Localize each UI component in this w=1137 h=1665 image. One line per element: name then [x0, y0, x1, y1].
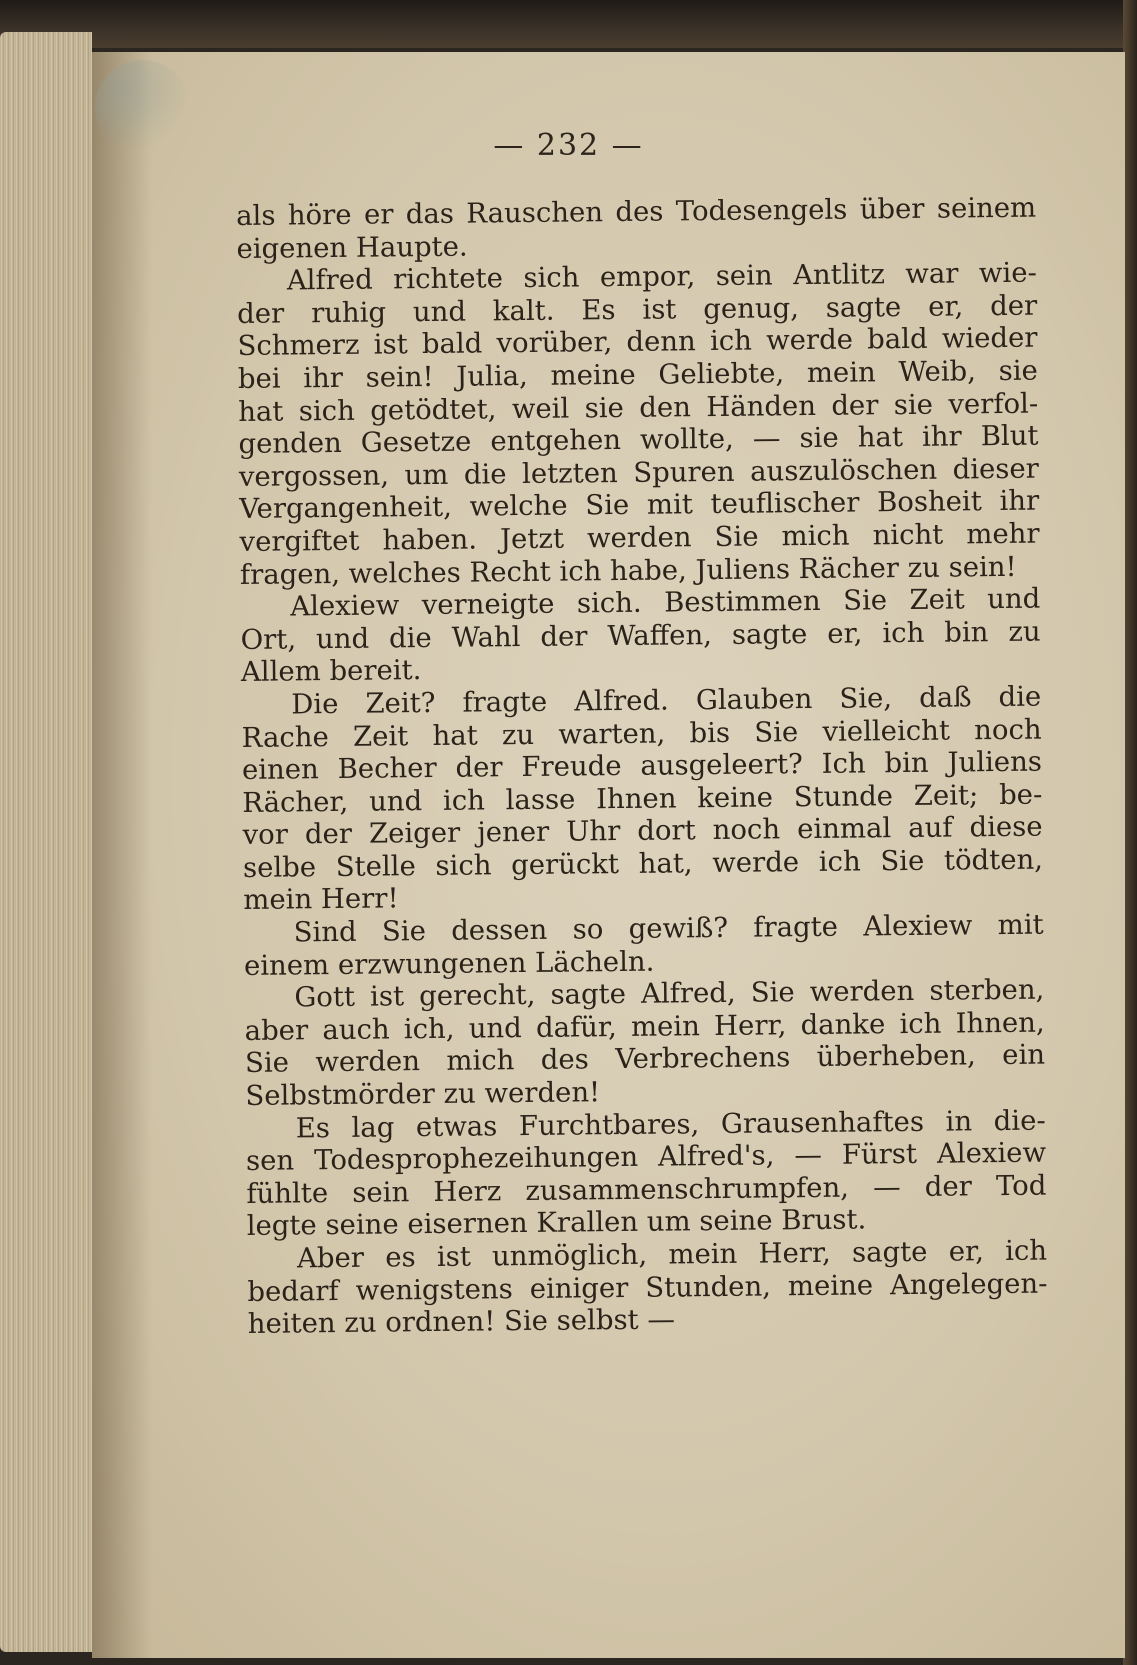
text-line: selbe Stelle sich gerückt hat, werde ich Sie tödten, — [242, 843, 1044, 884]
text-line: einen Becher der Freude ausgeleert? Ich bin Juliens — [241, 745, 1043, 787]
text-line: der ruhig und kalt. Es ist genug, sagte er, der — [237, 289, 1038, 330]
text-line: als höre er das Rauschen des Todesengels über seinem — [236, 191, 1037, 232]
text-line: Die Zeit? fragte Alfred. Glauben Sie, daß die — [291, 680, 1042, 721]
text-line: legte seine eisernen Krallen um seine Brust. — [246, 1203, 867, 1243]
text-line: fühlte sein Herz zusammenschrumpfen, — der Tod — [246, 1169, 1047, 1210]
text-line: Sind Sie dessen so gewiß? fragte Alexiew mit — [293, 908, 1044, 949]
text-line: fragen, welches Recht ich habe, Juliens Rächer zu sein! — [239, 550, 1017, 591]
text-line: heiten zu ordnen! Sie selbst — — [247, 1303, 676, 1341]
text-line: Alexiew verneigte sich. Bestimmen Sie Zeit und — [290, 582, 1041, 623]
text-line: Rache Zeit hat zu warten, bis Sie vielleicht noch — [241, 713, 1042, 754]
text-line: Ort, und die Wahl der Waffen, sagte er, ich bin zu — [240, 615, 1041, 656]
text-line: Vergangenheit, welche Sie mit teuflischer Bosheit ihr — [239, 484, 1040, 526]
book-cover-top — [0, 0, 1137, 48]
text-line: Schmerz ist bald vorüber, denn ich werde bald wieder — [237, 321, 1038, 363]
text-line: mein Herr! — [243, 882, 399, 917]
text-line: Selbstmörder zu werden! — [245, 1076, 601, 1112]
text-line: Es lag etwas Furchtbares, Grausenhaftes in die- — [295, 1104, 1046, 1145]
page-number: — 232 — — [493, 128, 644, 163]
text-line: Aber es ist unmöglich, mein Herr, sagte er, ich — [296, 1234, 1048, 1275]
text-line: vor der Zeiger jener Uhr dort noch einmal auf diese — [242, 810, 1043, 852]
text-line: Gott ist gerecht, sagte Alfred, Sie werden sterben, — [294, 973, 1045, 1014]
text-line: Allem bereit. — [240, 654, 422, 689]
text-line: aber auch ich, und dafür, mein Herr, danke ich Ihnen, — [244, 1006, 1045, 1047]
book-cover-right — [1123, 0, 1137, 1665]
text-line: einem erzwungenen Lächeln. — [243, 945, 655, 982]
text-line: genden Gesetze entgehen wollte, — sie hat ihr Blut — [238, 419, 1039, 461]
text-line: hat sich getödtet, weil sie den Händen der sie verfol- — [238, 387, 1039, 428]
body-text — [236, 192, 1048, 1341]
text-line: sen Todesprophezeihungen Alfred's, — Fürst Alexiew — [245, 1136, 1047, 1178]
page-edges — [0, 32, 92, 1652]
text-line: vergossen, um die letzten Spuren auszulöschen dieser — [238, 452, 1040, 493]
text-line: eigenen Haupte. — [236, 230, 468, 265]
gutter-shadow — [92, 52, 152, 1658]
text-line: bedarf wenigstens einiger Stunden, meine Angelegen- — [247, 1267, 1048, 1308]
text-line: Rächer, und ich lasse Ihnen keine Stunde Zeit; be- — [242, 778, 1043, 819]
text-line: Alfred richtete sich empor, sein Antlitz war wie- — [286, 256, 1037, 297]
text-line: vergiftet haben. Jetzt werden Sie mich nicht mehr — [239, 517, 1040, 558]
text-line: Sie werden mich des Verbrechens überheben, ein — [244, 1039, 1046, 1080]
text-line: bei ihr sein! Julia, meine Geliebte, mein Weib, sie — [237, 354, 1038, 395]
